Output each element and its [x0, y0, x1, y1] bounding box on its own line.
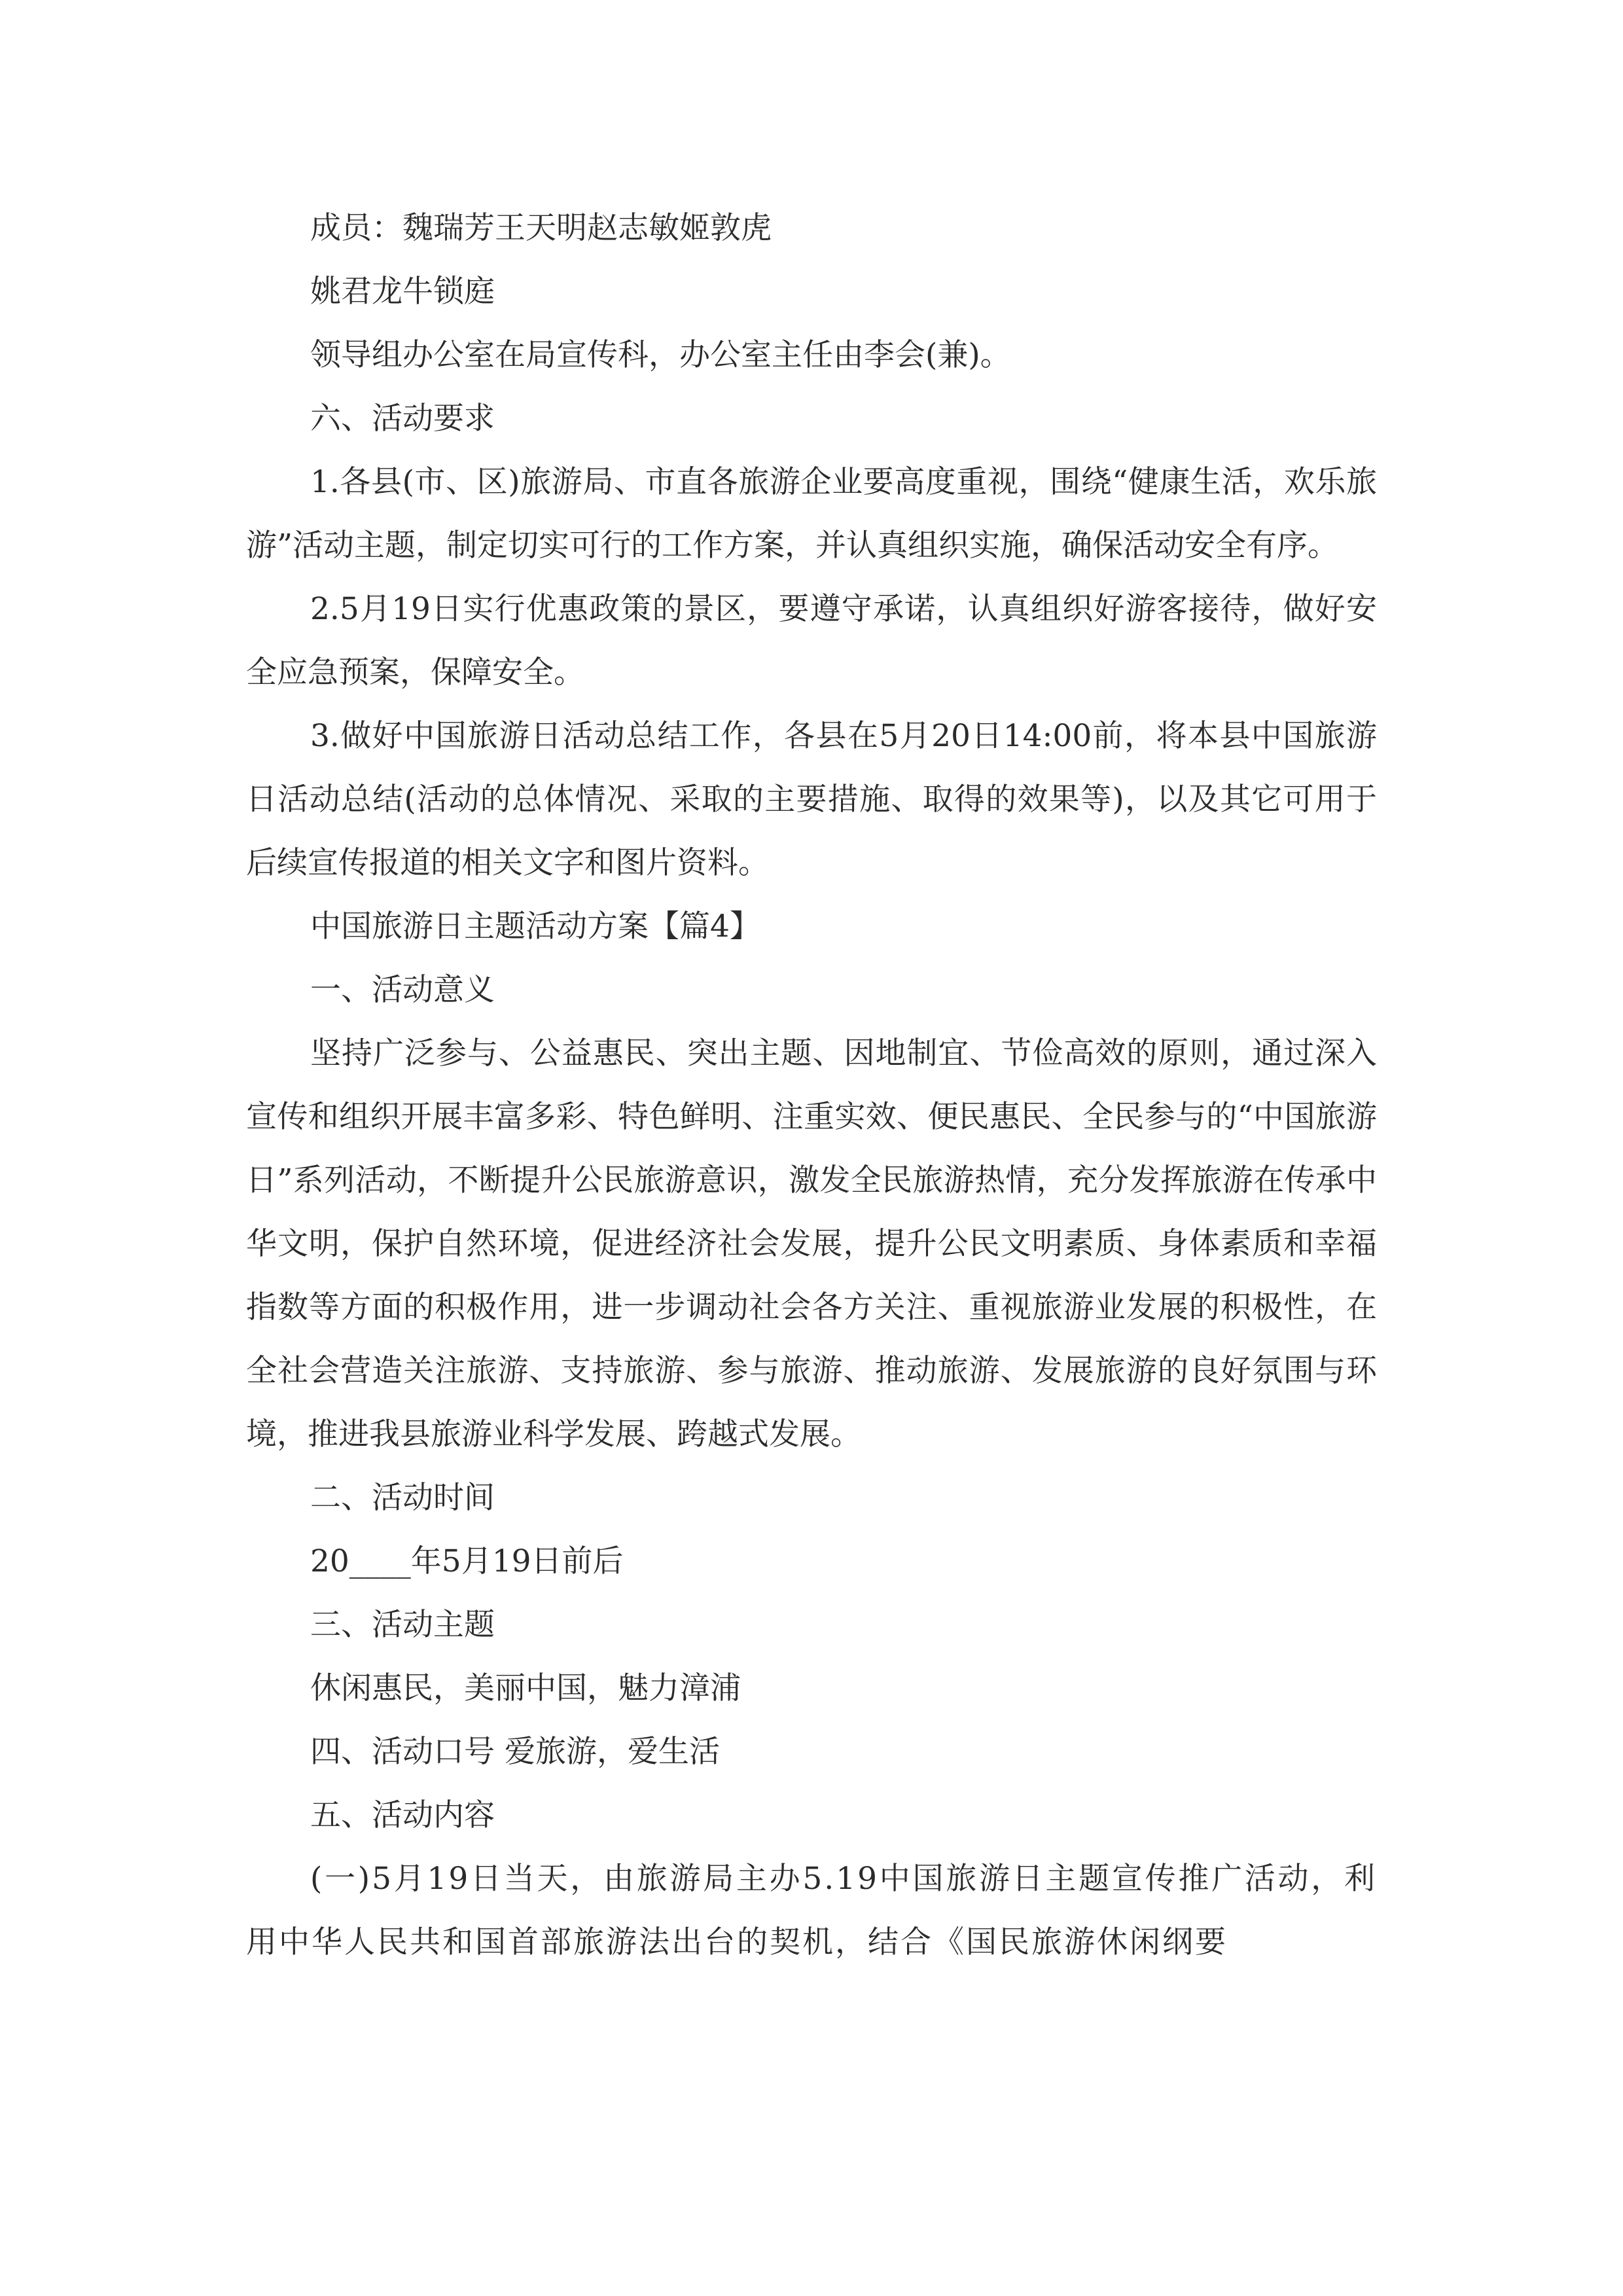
paragraph-theme: 休闲惠民，美丽中国，魅力漳浦: [310, 1670, 741, 1706]
heading-time: 二、活动时间: [310, 1480, 495, 1516]
paragraph-requirement-2: 2.5月19日实行优惠政策的景区，要遵守承诺，认真组织好游客接待，做好安全应急预案，保障安全。: [246, 591, 1377, 691]
heading-significance: 一、活动意义: [310, 972, 495, 1008]
paragraph-members-cont: 姚君龙牛锁庭: [310, 274, 495, 310]
paragraph-content-1: (一)5月19日当天，由旅游局主办5.19中国旅游日主题宣传推广活动，利用中华人民共和国首部旅游法出台的契机，结合《国民旅游休闲纲要: [246, 1861, 1377, 1960]
document-body: [246, 196, 1377, 1974]
heading-content: 五、活动内容: [310, 1797, 495, 1833]
heading-requirements: 六、活动要求: [310, 401, 495, 437]
heading-slogan: 四、活动口号 爱旅游，爱生活: [310, 1734, 720, 1770]
section-title: 中国旅游日主题活动方案【篇4】: [310, 908, 760, 944]
heading-theme: 三、活动主题: [310, 1607, 495, 1643]
paragraph-office: 领导组办公室在局宣传科，办公室主任由李会(兼)。: [310, 337, 1011, 373]
paragraph-members: 成员：魏瑞芳王天明赵志敏姬敦虎: [310, 210, 772, 246]
paragraph-requirement-3: 3.做好中国旅游日活动总结工作，各县在5月20日14:00前，将本县中国旅游日活动总结(活动的总体情况、采取的主要措施、取得的效果等)，以及其它可用于后续宣传报道的相关文字和图片资料。: [246, 718, 1377, 881]
paragraph-significance: 坚持广泛参与、公益惠民、突出主题、因地制宜、节俭高效的原则，通过深入宣传和组织开展丰富多彩、特色鲜明、注重实效、便民惠民、全民参与的“中国旅游日”系列活动，不断提升公民旅游意识，激发全民旅游热情，充分发挥旅游在传承中华文明，保护自然环境，促进经济社会发展，提升公民文明素质、身体素质和幸福指数等方面的积极作用，进一步调动社会各方关注、重视旅游业发展的积极性，在全社会营造关注旅游、支持旅游、参与旅游、推动旅游、发展旅游的良好氛围与环境，推进我县旅游业科学发展、跨越式发展。: [246, 1035, 1377, 1452]
paragraph-time: 20____年5月19日前后: [310, 1543, 624, 1579]
paragraph-requirement-1: 1.各县(市、区)旅游局、市直各旅游企业要高度重视，围绕“健康生活，欢乐旅游”活动主题，制定切实可行的工作方案，并认真组织实施，确保活动安全有序。: [246, 464, 1377, 564]
